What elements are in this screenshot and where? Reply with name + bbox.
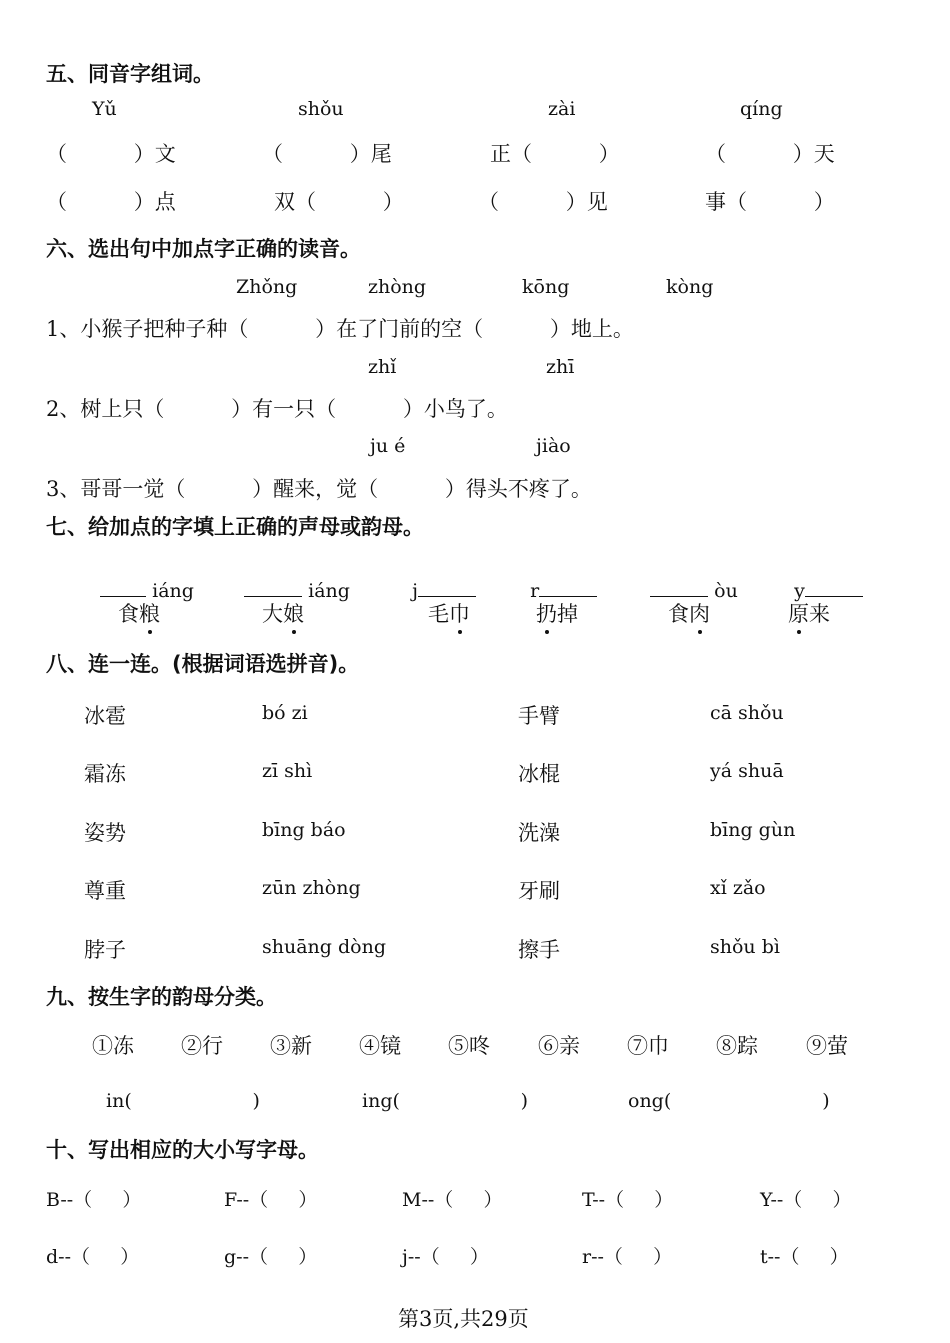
word-item[interactable]: 冰棍 (518, 762, 560, 786)
letter-blank[interactable]: T--（ ） (582, 1189, 674, 1211)
pinyin-option[interactable]: yá shuā (710, 760, 784, 782)
section-6-title: 六、选出句中加点字正确的读音。 (46, 237, 361, 261)
answer-blank[interactable] (650, 578, 708, 597)
fill-blank[interactable]: 双（ ） (274, 190, 404, 214)
pinyin-label: jiào (536, 435, 571, 457)
group-blank-ong[interactable]: ong( ) (628, 1090, 830, 1112)
dotted-word: 原来 (788, 598, 830, 628)
letter-blank[interactable]: B--（ ） (46, 1189, 142, 1211)
letter-blank[interactable]: M--（ ） (402, 1189, 503, 1211)
letter-blank[interactable]: j--（ ） (402, 1246, 489, 1268)
section-7-title: 七、给加点的字填上正确的声母或韵母。 (46, 515, 424, 539)
question-3[interactable]: 3、哥哥一觉（ ）醒来，觉（ ）得头不疼了。 (46, 477, 592, 501)
blank-item[interactable]: òu (638, 556, 738, 602)
question-2[interactable]: 2、树上只（ ）有一只（ ）小鸟了。 (46, 397, 508, 421)
fill-blank[interactable]: （ ）点 (46, 190, 176, 214)
answer-blank[interactable] (244, 578, 302, 597)
answer-blank[interactable] (418, 578, 476, 597)
dotted-word: 食粮 (118, 598, 160, 628)
blank-item[interactable]: r (518, 556, 597, 602)
word-item[interactable]: 手臂 (518, 704, 560, 728)
answer-blank[interactable] (100, 578, 146, 597)
pinyin-option[interactable]: bīng báo (262, 819, 346, 841)
char-item: ⑦巾 (627, 1034, 669, 1058)
pinyin-label: zhī (546, 356, 575, 378)
char-item: ④镜 (359, 1034, 401, 1058)
pinyin-label: ju é (370, 435, 406, 457)
fill-blank[interactable]: （ ）尾 (262, 142, 392, 166)
group-blank-in[interactable]: in( ) (106, 1090, 260, 1112)
pinyin-label: shǒu (298, 98, 344, 120)
pinyin-label: zhǐ (368, 356, 397, 378)
pinyin-label: zài (548, 98, 576, 120)
word-item[interactable]: 尊重 (84, 879, 126, 903)
word-item[interactable]: 擦手 (518, 938, 560, 962)
pinyin-label: qíng (740, 98, 783, 120)
word-item[interactable]: 霜冻 (84, 762, 126, 786)
blank-item[interactable]: y (782, 556, 863, 602)
pinyin-option[interactable]: xǐ zǎo (710, 877, 766, 899)
pinyin-option[interactable]: shuāng dòng (262, 936, 386, 958)
dotted-word: 大娘 (262, 598, 304, 628)
section-9-title: 九、按生字的韵母分类。 (46, 985, 277, 1009)
letter-blank[interactable]: t--（ ） (760, 1246, 849, 1268)
char-item: ①冻 (92, 1034, 134, 1058)
fill-blank[interactable]: （ ）见 (478, 190, 608, 214)
section-5-title: 五、同音字组词。 (46, 62, 214, 86)
pinyin-option[interactable]: cā shǒu (710, 702, 784, 724)
page-number: 第3页,共29页 (398, 1307, 529, 1331)
char-item: ⑨萤 (806, 1034, 848, 1058)
pinyin-label: kōng (522, 276, 570, 298)
fill-blank[interactable]: 正（ ） (490, 142, 620, 166)
group-blank-ing[interactable]: ing( ) (362, 1090, 529, 1112)
blank-item[interactable]: iáng (88, 556, 194, 602)
dotted-word: 扔掉 (536, 598, 578, 628)
word-item[interactable]: 牙刷 (518, 879, 560, 903)
letter-blank[interactable]: F--（ ） (224, 1189, 318, 1211)
char-item: ②行 (181, 1034, 223, 1058)
pinyin-label: Zhǒng (236, 276, 298, 298)
blank-item[interactable]: iáng (232, 556, 350, 602)
fill-blank[interactable]: （ ）天 (705, 142, 835, 166)
pinyin-label: kòng (666, 276, 714, 298)
dotted-word: 毛巾 (428, 598, 470, 628)
char-item: ⑤咚 (448, 1034, 490, 1058)
fill-blank[interactable]: （ ）文 (46, 142, 176, 166)
section-10-title: 十、写出相应的大小写字母。 (46, 1138, 319, 1162)
word-item[interactable]: 姿势 (84, 821, 126, 845)
char-item: ⑥亲 (538, 1034, 580, 1058)
question-1[interactable]: 1、小猴子把种子种（ ）在了门前的空（ ）地上。 (46, 317, 634, 341)
answer-blank[interactable] (805, 578, 863, 597)
pinyin-label: zhòng (368, 276, 427, 298)
answer-blank[interactable] (539, 578, 597, 597)
letter-blank[interactable]: Y--（ ） (760, 1189, 852, 1211)
char-item: ③新 (270, 1034, 312, 1058)
pinyin-option[interactable]: bó zi (262, 702, 308, 724)
fill-blank[interactable]: 事（ ） (705, 190, 835, 214)
pinyin-option[interactable]: zī shì (262, 760, 313, 782)
pinyin-option[interactable]: zūn zhòng (262, 877, 361, 899)
letter-blank[interactable]: r--（ ） (582, 1246, 673, 1268)
pinyin-label: Yǔ (92, 98, 117, 120)
char-item: ⑧踪 (716, 1034, 758, 1058)
section-8-title: 八、连一连。(根据词语选拼音)。 (46, 652, 360, 676)
pinyin-option[interactable]: bīng gùn (710, 819, 796, 841)
dotted-word: 食肉 (668, 598, 710, 628)
blank-item[interactable]: j (400, 556, 476, 602)
letter-blank[interactable]: g--（ ） (224, 1246, 318, 1268)
letter-blank[interactable]: d--（ ） (46, 1246, 140, 1268)
word-item[interactable]: 脖子 (84, 938, 126, 962)
word-item[interactable]: 洗澡 (518, 821, 560, 845)
word-item[interactable]: 冰雹 (84, 704, 126, 728)
pinyin-option[interactable]: shǒu bì (710, 936, 780, 958)
